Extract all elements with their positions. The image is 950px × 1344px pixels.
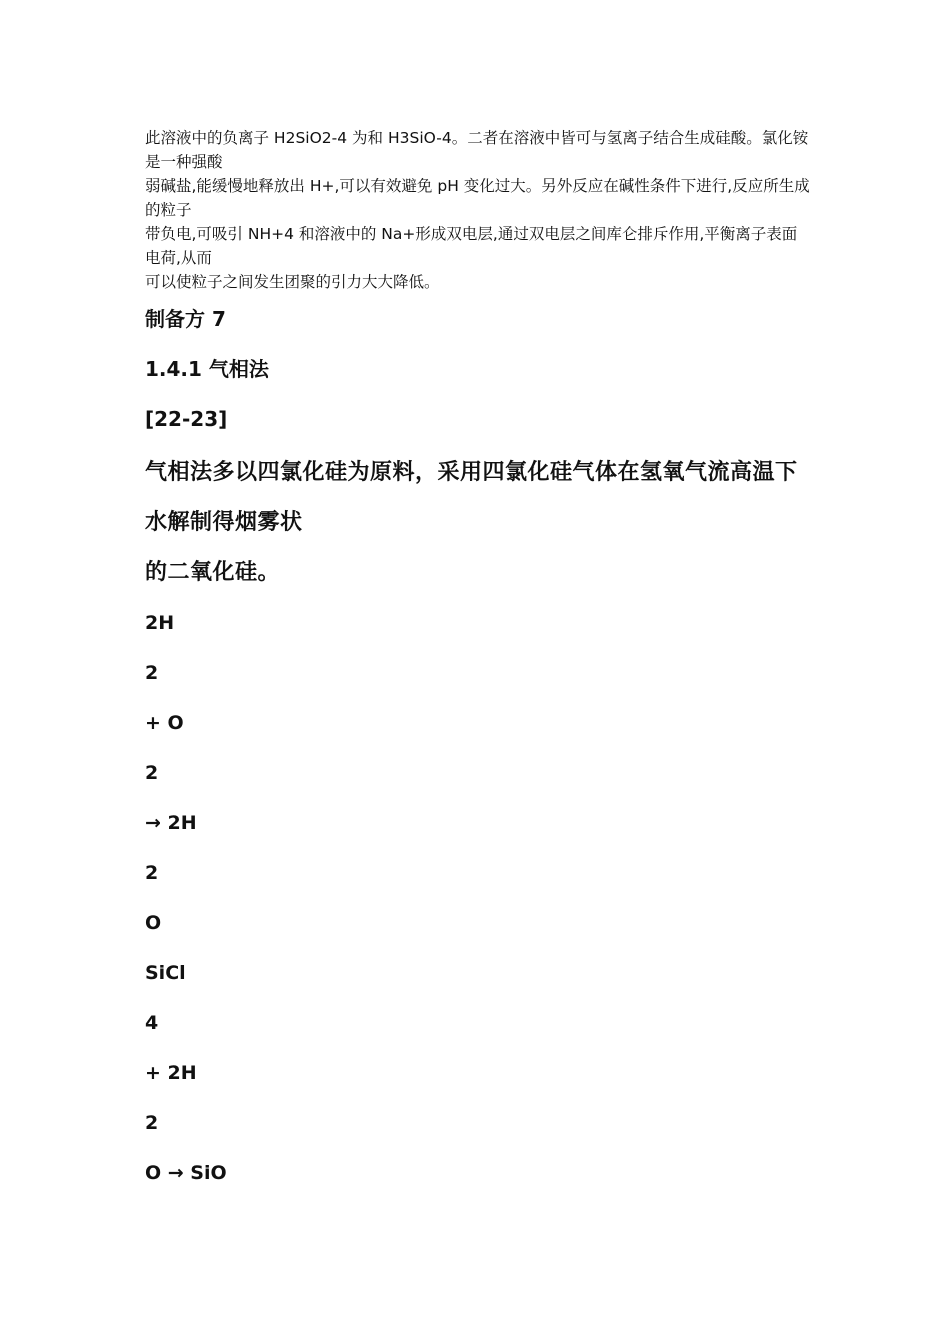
body-paragraph-3: 带负电,可吸引 NH+4 和溶液中的 Na+形成双电层,通过双电层之间库仑排斥作用,平衡离子表面电荷,从而 [145, 225, 798, 267]
lead-paragraph [145, 448, 810, 598]
prep-heading: 制备方 7 [145, 307, 226, 331]
section-heading: 1.4.1 气相法 [145, 357, 269, 381]
formula-line: + O [145, 712, 184, 734]
formula-line: 2 [145, 1112, 159, 1134]
formula-line: 2 [145, 762, 159, 784]
lead-line-2: 水解制得烟雾状 [145, 510, 303, 535]
formula-line: 2H [145, 612, 175, 634]
reaction-equations [145, 598, 810, 1198]
formula-line: 4 [145, 1012, 159, 1034]
formula-line: → 2H [145, 812, 197, 834]
formula-line: O [145, 912, 162, 934]
lead-line-1: 气相法多以四氯化硅为原料，采用四氯化硅气体在氢氧气流高温下 [145, 460, 798, 485]
lead-line-3: 的二氧化硅。 [145, 560, 281, 585]
body-paragraph-2: 弱碱盐,能缓慢地释放出 H+,可以有效避免 pH 变化过大。另外反应在碱性条件下进行,反应所生成的粒子 [145, 177, 810, 219]
formula-line: 2 [145, 662, 159, 684]
formula-line: SiCl [145, 962, 186, 984]
body-paragraph-1: 此溶液中的负离子 H2SiO2-4 为和 H3SiO-4。二者在溶液中皆可与氢离子结合生成硅酸。氯化铵是一种强酸 [145, 129, 809, 171]
body-paragraph-4: 可以使粒子之间发生团聚的引力大大降低。 [145, 273, 440, 291]
formula-line: 2 [145, 862, 159, 884]
formula-line: O → SiO [145, 1162, 227, 1184]
reference-citation: [22-23] [145, 407, 228, 431]
document-content [145, 126, 810, 1198]
formula-line: + 2H [145, 1062, 197, 1084]
